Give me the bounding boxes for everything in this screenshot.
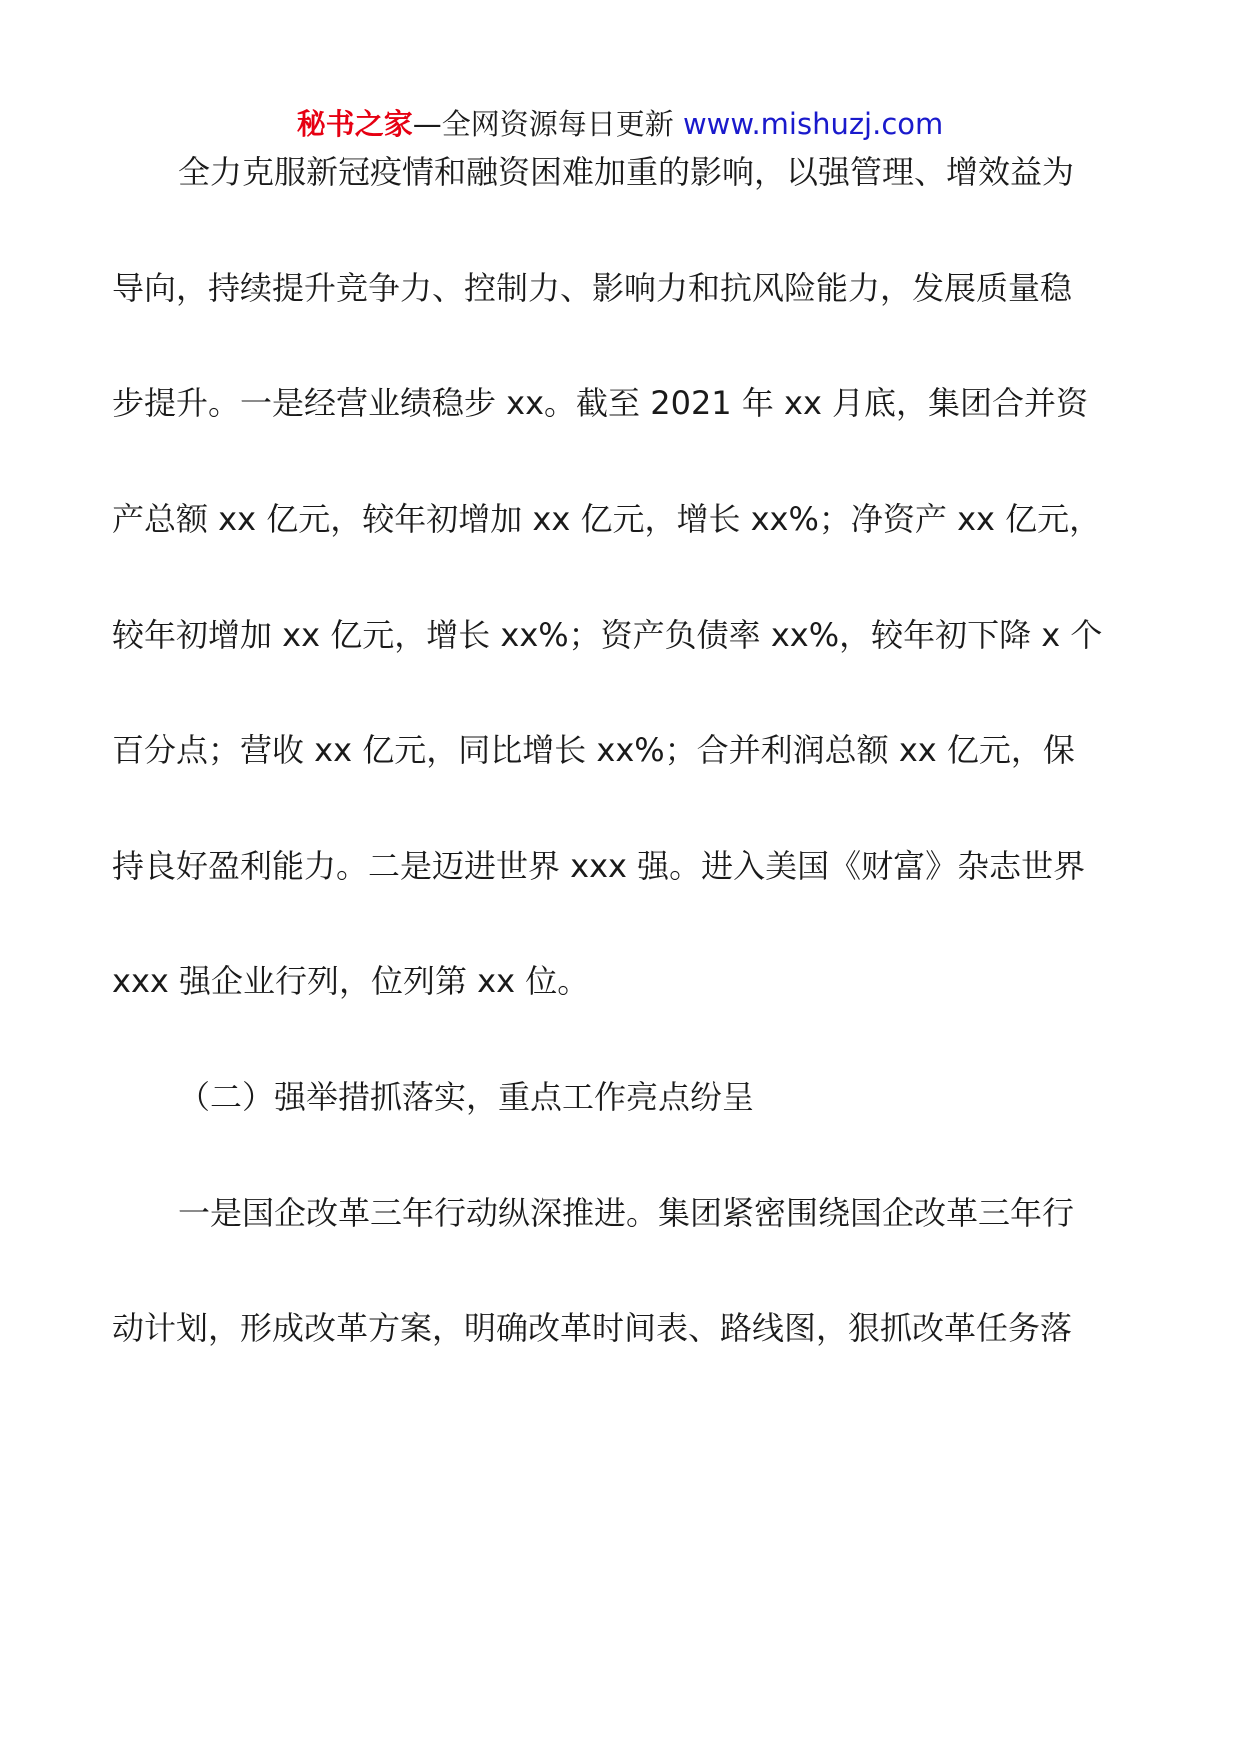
paragraph-line: 百分点；营收 xx 亿元，同比增长 xx%；合并利润总额 xx 亿元，保 <box>112 731 1075 769</box>
header-brand: 秘书之家 <box>296 107 413 141</box>
paragraph-line: 全力克服新冠疫情和融资困难加重的影响，以强管理、增效益为 <box>178 153 1075 191</box>
section-heading: （二）强举措抓落实，重点工作亮点纷呈 <box>178 1078 755 1116</box>
header-url-link[interactable]: www.mishuzj.com <box>682 107 944 141</box>
paragraph-line: 产总额 xx 亿元，较年初增加 xx 亿元，增长 xx%；净资产 xx 亿元， <box>112 500 1102 538</box>
paragraph-line: 步提升。一是经营业绩稳步 xx。截至 2021 年 xx 月底，集团合并资 <box>112 384 1089 422</box>
header-tagline: —全网资源每日更新 <box>412 107 674 141</box>
page-header <box>0 104 1240 144</box>
paragraph-line: xxx 强企业行列，位列第 xx 位。 <box>112 962 590 1000</box>
paragraph-line: 较年初增加 xx 亿元，增长 xx%；资产负债率 xx%，较年初下降 x 个 <box>112 616 1103 654</box>
paragraph-line: 一是国企改革三年行动纵深推进。集团紧密围绕国企改革三年行 <box>178 1194 1075 1232</box>
paragraph-line: 动计划，形成改革方案，明确改革时间表、路线图，狠抓改革任务落 <box>112 1309 1073 1347</box>
paragraph-line: 导向，持续提升竞争力、控制力、影响力和抗风险能力，发展质量稳 <box>112 269 1073 307</box>
paragraph-line: 持良好盈利能力。二是迈进世界 xxx 强。进入美国《财富》杂志世界 <box>112 847 1086 885</box>
